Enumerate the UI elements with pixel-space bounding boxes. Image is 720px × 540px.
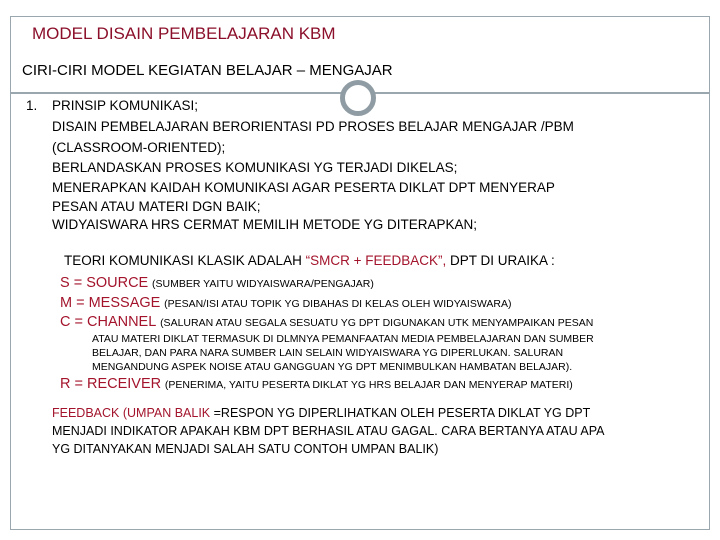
channel-desc-line: ATAU MATERI DIKLAT TERMASUK DI DLMNYA PEMANFAATAN MEDIA PEMBELAJARAN DAN SUMBER	[92, 333, 594, 345]
theory-line	[64, 252, 555, 270]
feedback-line-1-rest: =RESPON YG DIPERLIHATKAN OLEH PESERTA DIKLAT YG DPT	[210, 406, 591, 420]
channel-term: C = CHANNEL	[60, 314, 157, 330]
channel-desc-line: MENGANDUNG ASPEK NOISE ATAU GANGGUAN YG DPT MENIMBULKAN HAMBATAN BELAJAR).	[92, 361, 573, 373]
principle-line: WIDYAISWARA HRS CERMAT MEMILIH METODE YG DITERAPKAN;	[52, 217, 478, 232]
receiver-term: R = RECEIVER	[60, 376, 162, 392]
feedback-block	[52, 404, 604, 458]
ring-ornament	[340, 80, 376, 116]
feedback-term: FEEDBACK (UMPAN BALIK	[52, 406, 211, 420]
smcr-message	[60, 294, 511, 313]
feedback-line-2: MENJADI INDIKATOR APAKAH KBM DPT BERHASIL ATAU GAGAL. CARA BERTANYA ATAU APA	[52, 424, 605, 438]
theory-suffix: DPT DI URAIKA :	[446, 253, 555, 268]
principle-heading: PRINSIP KOMUNIKASI;	[52, 98, 199, 113]
principle-line: (CLASSROOM-ORIENTED);	[52, 140, 226, 155]
principle-number: 1.	[26, 98, 38, 113]
source-term: S = SOURCE	[60, 275, 149, 291]
theory-prefix: TEORI KOMUNIKASI KLASIK ADALAH	[64, 253, 306, 268]
slide-title: MODEL DISAIN PEMBELAJARAN KBM	[32, 24, 336, 43]
feedback-line-1	[52, 404, 604, 422]
channel-desc-line: BELAJAR, DAN PARA NARA SUMBER LAIN SELAIN WIDYAISWARA YG DIPERLUKAN. SALURAN	[92, 347, 564, 359]
feedback-line-3: YG DITANYAKAN MENJADI SALAH SATU CONTOH UMPAN BALIK)	[52, 442, 439, 456]
channel-desc: (SALURAN ATAU SEGALA SESUATU YG DPT DIGUNAKAN UTK MENYAMPAIKAN PESAN	[160, 317, 594, 329]
principle-line: DISAIN PEMBELAJARAN BERORIENTASI PD PROSES BELAJAR MENGAJAR /PBM	[52, 119, 574, 134]
smcr-source	[60, 274, 374, 293]
theory-highlight: “SMCR + FEEDBACK”,	[305, 253, 447, 268]
smcr-receiver	[60, 375, 573, 394]
source-desc: (SUMBER YAITU WIDYAISWARA/PENGAJAR)	[152, 278, 374, 290]
principle-line: BERLANDASKAN PROSES KOMUNIKASI YG TERJADI DIKELAS;	[52, 160, 458, 175]
slide-subtitle: CIRI-CIRI MODEL KEGIATAN BELAJAR – MENGAJAR	[22, 62, 393, 79]
smcr-channel	[60, 313, 593, 332]
message-desc: (PESAN/ISI ATAU TOPIK YG DIBAHAS DI KELAS OLEH WIDYAISWARA)	[164, 298, 512, 310]
principle-line: MENERAPKAN KAIDAH KOMUNIKASI AGAR PESERTA DIKLAT DPT MENYERAP	[52, 180, 555, 195]
receiver-desc: (PENERIMA, YAITU PESERTA DIKLAT YG HRS BELAJAR DAN MENYERAP MATERI)	[164, 379, 573, 391]
principle-line: PESAN ATAU MATERI DGN BAIK;	[52, 199, 261, 214]
message-term: M = MESSAGE	[60, 295, 161, 311]
